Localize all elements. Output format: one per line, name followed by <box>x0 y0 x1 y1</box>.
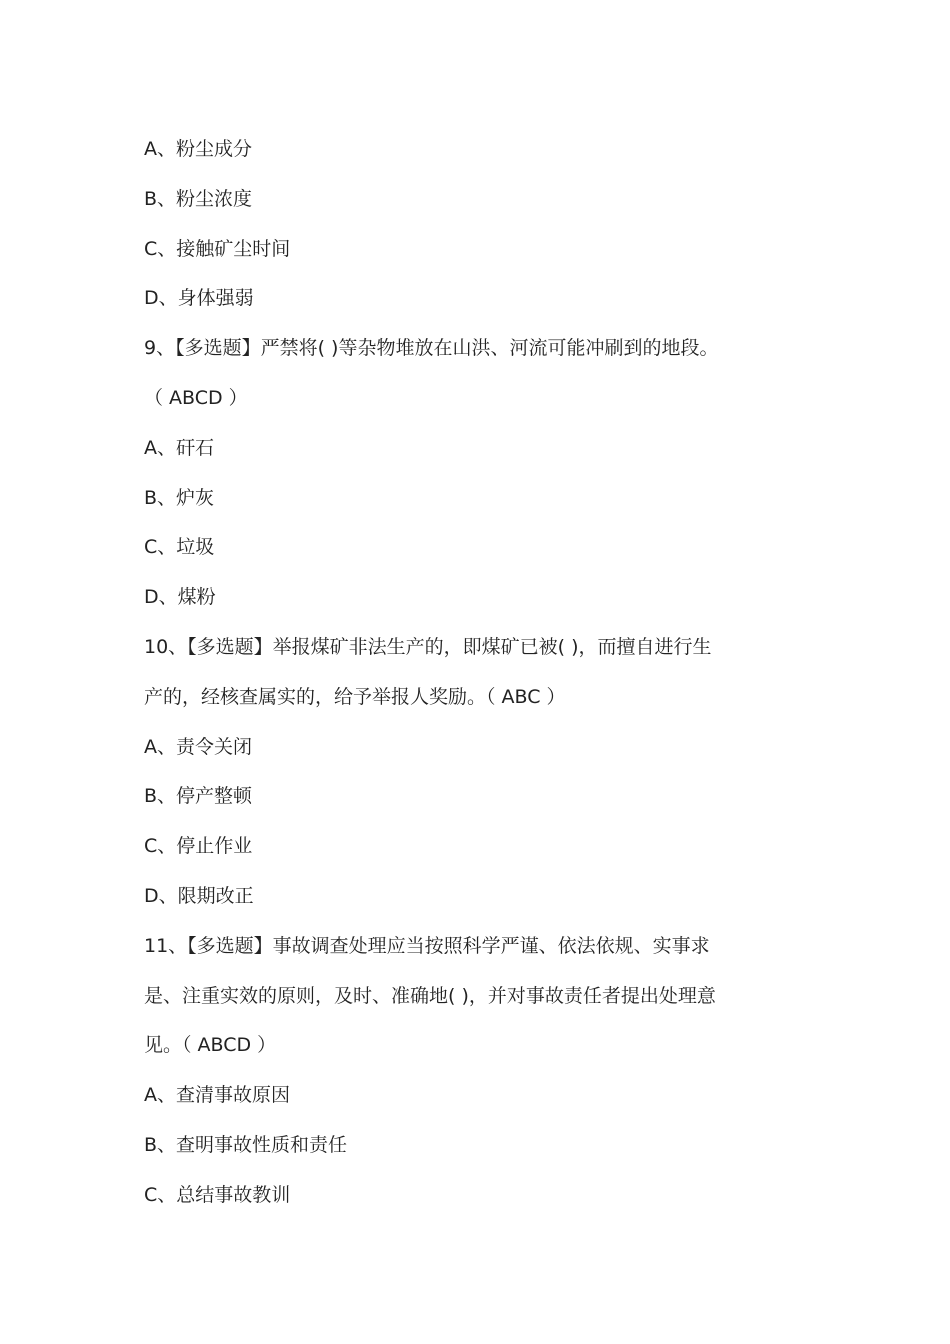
option-line-9d: D、煤粉 <box>144 586 216 609</box>
option-line-10a: A、责令关闭 <box>144 735 252 758</box>
question-9-text: 9、【多选题】严禁将( )等杂物堆放在山洪、河流可能冲刷到的地段。 <box>144 337 719 360</box>
option-line-9c: C、垃圾 <box>144 536 215 559</box>
option-line-9a: A、矸石 <box>144 436 214 459</box>
question-10-text-line1: 10、【多选题】举报煤矿非法生产的，即煤矿已被( )，而擅自进行生 <box>144 635 712 658</box>
option-line-11c: C、总结事故教训 <box>144 1183 291 1206</box>
option-line-9b: B、炉灰 <box>144 486 215 509</box>
option-line-10d: D、限期改正 <box>144 884 254 907</box>
option-line-8c: C、接触矿尘时间 <box>144 237 291 260</box>
option-line-8a: A、粉尘成分 <box>144 138 252 160</box>
question-10-text-line2: 产的，经核查属实的，给予举报人奖励。（ ABC ） <box>144 685 566 708</box>
option-line-8d: D、身体强弱 <box>144 287 254 310</box>
document-body <box>144 125 824 1221</box>
question-11-text-line3: 见。（ ABCD ） <box>144 1034 277 1057</box>
option-line-11b: B、查明事故性质和责任 <box>144 1133 348 1156</box>
option-line-10b: B、停产整顿 <box>144 785 253 808</box>
option-line-11a: A、查清事故原因 <box>144 1084 290 1107</box>
option-line-10c: C、停止作业 <box>144 835 253 858</box>
question-11-text-line1: 11、【多选题】事故调查处理应当按照科学严谨、依法依规、实事求 <box>144 934 710 957</box>
question-9-answer: （ ABCD ） <box>144 386 248 409</box>
question-11-text-line2: 是、注重实效的原则，及时、准确地( )，并对事故责任者提出处理意 <box>144 984 716 1007</box>
option-line-8b: B、粉尘浓度 <box>144 187 253 210</box>
